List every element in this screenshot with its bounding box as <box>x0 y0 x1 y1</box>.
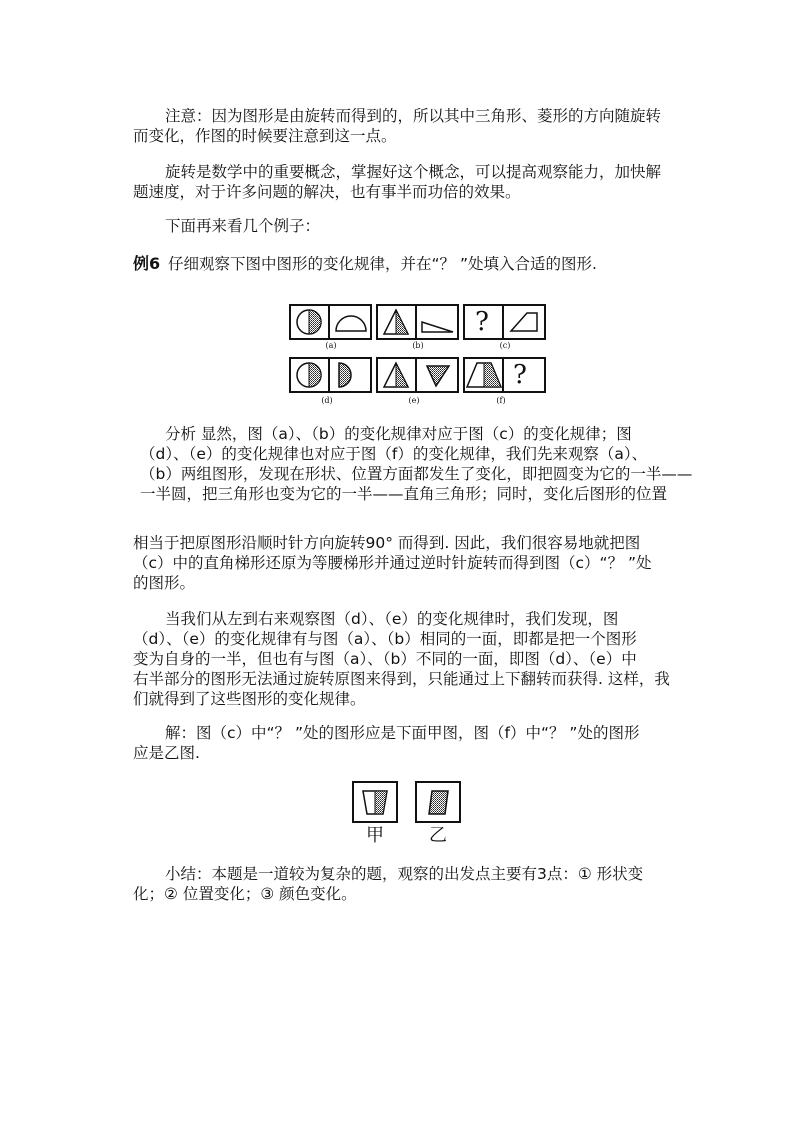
shaded-triangle-flipped <box>427 366 449 386</box>
answer-yi-label: 乙 <box>429 825 447 846</box>
more-examples-text: 下面再来看几个例子： <box>165 217 321 235</box>
summary-line-1: 小结：本题是一道较为复杂的题，观察的出发点主要有3点：① 形状变 <box>165 865 644 883</box>
figure-a-shapes <box>289 304 372 340</box>
semicircle <box>336 316 366 331</box>
shaded-trapezoid <box>429 791 448 814</box>
figure-f-shapes <box>463 357 546 393</box>
summary-line-2: 化；② 位置变化；③ 颜色变化。 <box>133 885 357 903</box>
figure-c-shapes <box>463 304 546 340</box>
importance-line-1: 旋转是数学中的重要概念，掌握好这个概念，可以提高观察能力，加快解 <box>165 163 662 181</box>
figure-d-shapes <box>289 357 372 393</box>
caption-e: (e) <box>408 396 420 405</box>
triangle-shaded-half <box>396 310 408 334</box>
solution-line-1: 解：图（c）中“？ ”处的图形应是下面甲图，图（f）中“？ ”处的图形 <box>165 724 640 742</box>
answer-jia-label: 甲 <box>366 825 384 846</box>
question-mark-c: ? <box>475 307 489 337</box>
figure-e-shapes <box>376 357 459 393</box>
caption-d: (d) <box>321 396 333 405</box>
note-line-1: 注意：因为图形是由旋转而得到的，所以其中三角形、菱形的方向随旋转 <box>165 107 662 125</box>
circle-shaded-half <box>309 310 321 334</box>
right-triangle <box>422 322 453 332</box>
note-line-2: 而变化，作图的时候要注意到这一点。 <box>133 127 397 145</box>
observe-line-1: 当我们从左到右来观察图（d）、（e）的变化规律时，我们发现，图 <box>165 610 619 628</box>
answer-jia-shape <box>352 781 398 823</box>
observe-line-2: （d）、（e）的变化规律有与图（a）、（b）相同的一面，即都是把一个图形 <box>133 630 637 648</box>
analysis-line-3: （b）两组图形，发现在形状、位置方面都发生了变化，即把圆变为它的一半—— <box>140 465 693 483</box>
caption-b: (b) <box>412 341 424 350</box>
figure-b-shapes <box>376 304 459 340</box>
solution-line-2: 应是乙图. <box>133 744 200 762</box>
importance-line-2: 题速度，对于许多问题的解决，也有事半而功倍的效果。 <box>133 183 521 201</box>
example-label: 例6 <box>133 254 161 273</box>
analysis-cont-line-3: 的图形。 <box>133 574 196 592</box>
observe-line-5: 们就得到了这些图形的变化规律。 <box>133 690 366 708</box>
observe-line-4: 右半部分的图形无法通过旋转原图来得到，只能通过上下翻转而获得. 这样，我 <box>133 670 670 688</box>
caption-c: (c) <box>499 341 511 350</box>
caption-f: (f) <box>496 396 506 405</box>
right-trapezoid <box>511 313 537 331</box>
analysis-line-2: （d）、（e）的变化规律也对应于图（f）的变化规律，我们先来观察（a）、 <box>140 445 648 463</box>
observe-line-3: 变为自身的一半，但也有与图（a）、（b）不同的一面，即图（d）、（e）中 <box>133 650 637 668</box>
answer-yi-shape <box>415 781 461 823</box>
analysis-line-1: 分析 显然，图（a）、（b）的变化规律对应于图（c）的变化规律；图 <box>165 425 632 443</box>
shaded-half-circle <box>339 363 351 387</box>
example-text: 仔细观察下图中图形的变化规律，并在“？ ”处填入合适的图形. <box>168 255 597 273</box>
analysis-line-4: 一半圆，把三角形也变为它的一半——直角三角形；同时，变化后图形的位置 <box>140 485 668 503</box>
caption-a: (a) <box>325 341 337 350</box>
analysis-cont-line-1: 相当于把原图形沿顺时针方向旋转90° 而得到. 因此，我们很容易地就把图 <box>133 534 641 552</box>
question-mark-f: ? <box>513 360 527 390</box>
analysis-cont-line-2: （c）中的直角梯形还原为等腰梯形并通过逆时针旋转而得到图（c）“？ ”处 <box>133 554 652 572</box>
